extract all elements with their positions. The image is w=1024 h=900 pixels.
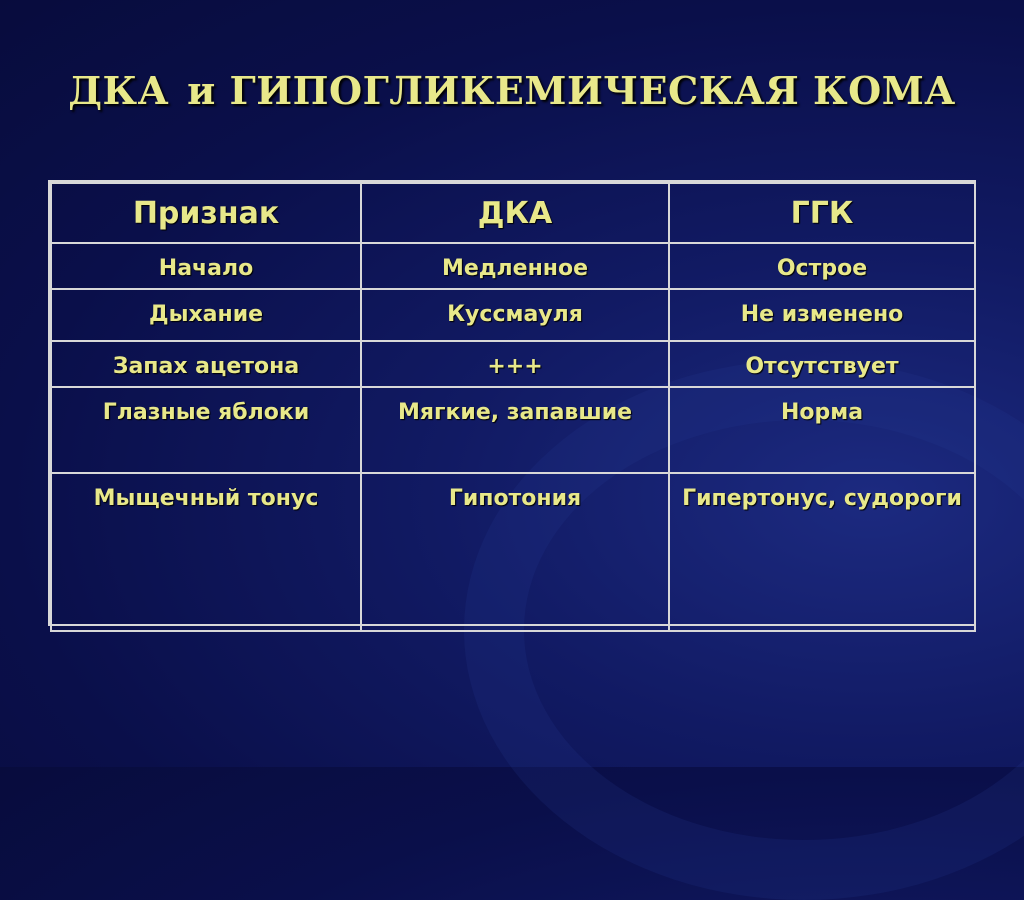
cell-sign: Глазные яблоки: [51, 387, 361, 473]
table-row: [51, 387, 975, 473]
table-header-row: [51, 183, 975, 243]
cell-dka: +++: [361, 341, 669, 387]
table-row: [51, 473, 975, 631]
cell-ggk: Не изменено: [669, 289, 975, 341]
cell-dka: Куссмауля: [361, 289, 669, 341]
cell-sign: Запах ацетона: [51, 341, 361, 387]
cell-sign: Дыхание: [51, 289, 361, 341]
cell-dka: Гипотония: [361, 473, 669, 631]
table-row: [51, 243, 975, 289]
title-abbr: ДКА: [68, 68, 170, 113]
cell-ggk: Гипертонус, судороги: [669, 473, 975, 631]
cell-dka: Медленное: [361, 243, 669, 289]
header-dka: ДКА: [361, 183, 669, 243]
title-rest: ГИПОГЛИКЕМИЧЕСКАЯ КОМА: [229, 68, 956, 113]
cell-ggk: Острое: [669, 243, 975, 289]
cell-ggk: Норма: [669, 387, 975, 473]
slide-title: [0, 68, 1024, 113]
table-row: [51, 289, 975, 341]
header-ggk: ГГК: [669, 183, 975, 243]
title-conj: и: [187, 68, 216, 113]
cell-ggk: Отсутствует: [669, 341, 975, 387]
comparison-table: [48, 180, 976, 626]
cell-sign: Начало: [51, 243, 361, 289]
table-row: [51, 341, 975, 387]
cell-sign: Мыщечный тонус: [51, 473, 361, 631]
cell-dka: Мягкие, запавшие: [361, 387, 669, 473]
header-sign: Признак: [51, 183, 361, 243]
